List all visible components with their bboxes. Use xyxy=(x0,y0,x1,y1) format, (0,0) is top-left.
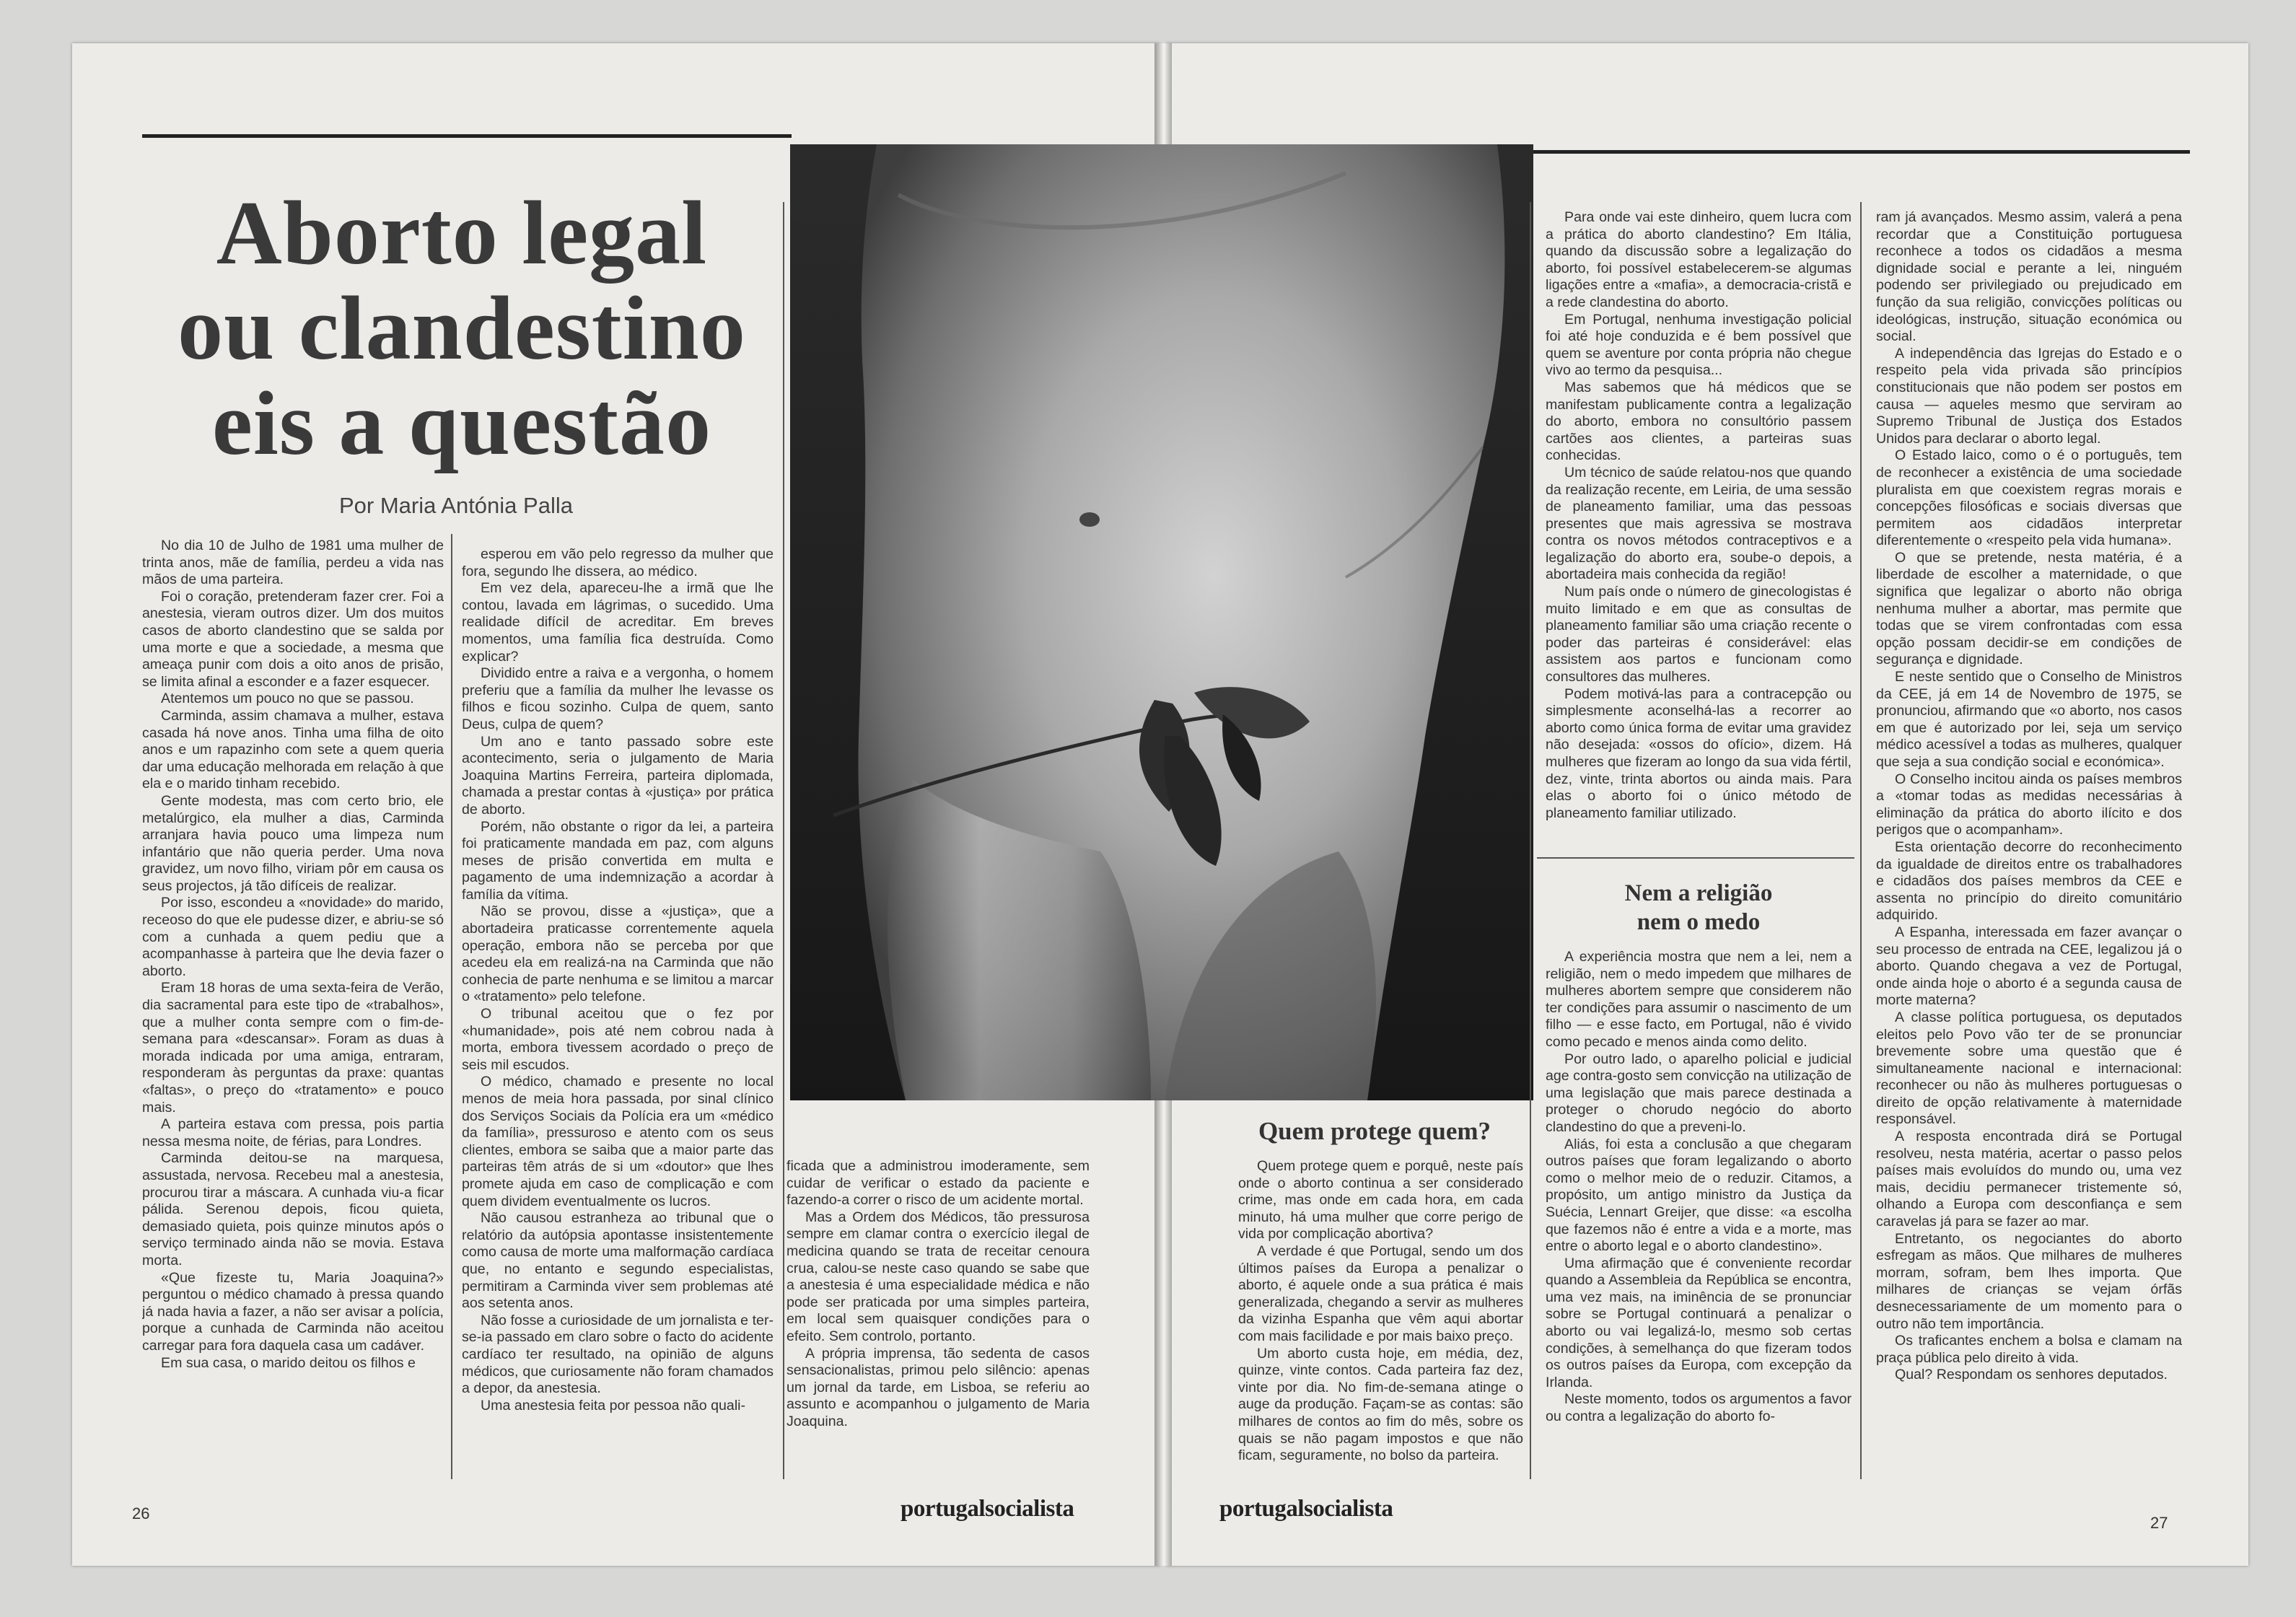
paragraph: «Que fizeste tu, Maria Joaquina?» perguntou o médico chamado à pressa quando já nada havia a fazer, a não ser avisar a polícia, porque a cunhada de Carminda não aceitou carregar para fora daquela casa um cadáver. xyxy=(142,1269,444,1354)
paragraph: E neste sentido que o Conselho de Ministros da CEE, já em 14 de Novembro de 1975, se pronunciou, afirmando que «o aborto, nos casos em que é autorizado por lei, seja um serviço médico acessível a todas as mulheres, qualquer que seja a sua condição social e económica». xyxy=(1876,669,2182,770)
paragraph: O Estado laico, como o é o português, tem de reconhecer a existência de uma sociedade pluralista em que coexistem regras morais e concepções filosóficas e sociais diversas que permitem aos cidadãos interpretar diferentemente o «respeito pela vida humana». xyxy=(1876,447,2182,549)
page-number-right: 27 xyxy=(2150,1514,2168,1532)
section-heading-quem-protege: Quem protege quem? xyxy=(1258,1117,1491,1145)
paragraph: Podem motivá-las para a contracepção ou simplesmente aconselhá-las a recorrer ao aborto como única forma de evitar uma gravidez não desejada: «ossos do ofício», dizem. Há mulheres que fizeram ao longo da sua vida fértil, dez, vinte, trinta abortos ou ainda mais. Para elas o aborto foi o único método de planeamento familiar utilizado. xyxy=(1546,685,1852,821)
column-5-top xyxy=(1546,209,1852,867)
column-3 xyxy=(786,1158,1090,1476)
paragraph: A independência das Igrejas do Estado e o respeito pela vida privada são princípios constitucionais que não podem ser postos em causa — aqueles mesmo que serviram ao Supremo Tribunal de Justiça dos Estados Unidos para declarar o aborto legal. xyxy=(1876,345,2182,447)
article-title xyxy=(137,183,786,474)
paragraph: Esta orientação decorre do reconhecimento da igualdade de direitos entre os trabalhadores e cidadãos dos países membros da CEE e assenta no princípio do direito comunitário adquirido. xyxy=(1876,838,2182,924)
byline: Por Maria Antónia Palla xyxy=(339,493,573,518)
paragraph: Não se provou, disse a «justiça», que a abortadeira praticasse correntemente aquela operação, embora não se perceba por que acedeu ela em realizá-na na Carminda que não conhecia de parte nenhuma e se limitou a marcar o «tratamento» pelo telefone. xyxy=(462,903,774,1005)
paragraph: Para onde vai este dinheiro, quem lucra com a prática do aborto clandestino? Em Itália, quando da discussão sobre a legalização do aborto, foi possível estabelecerem-se algumas ligações entre a «mafia», a democracia-cristã e a rede clandestina do aborto. xyxy=(1546,209,1852,310)
column-4 xyxy=(1238,1158,1523,1476)
paragraph: Porém, não obstante o rigor da lei, a parteira foi praticamente mandada em paz, com alguns meses de prisão convertida em multa e pagamento de uma indemnização a acordar à família da vítima. xyxy=(462,818,774,903)
paragraph: ficada que a administrou imoderamente, sem cuidar de verificar o estado da paciente e fazendo-a correr o risco de um acidente mortal. xyxy=(786,1158,1090,1209)
paragraph: Neste momento, todos os argumentos a favor ou contra a legalização do aborto fo- xyxy=(1546,1391,1852,1425)
column-rule xyxy=(1530,202,1531,1479)
paragraph: Carminda, assim chamava a mulher, estava casada há nove anos. Tinha uma filha de oito anos e um rapazinho com sete a quem queria dar uma educação melhorada em relação à que ela e o marido tinham recebido. xyxy=(142,707,444,792)
masthead-left: portugalsocialista xyxy=(901,1496,1074,1522)
paragraph: Aliás, foi esta a conclusão a que chegaram outros países que foram legalizando o aborto como o melhor meio de o reduzir. Citamos, a propósito, um antigo ministro da Justiça da Suécia, Lennart Greijer, que disse: «a escolha que fazemos não é entre a vida e a morte, mas entre o aborto legal e o aborto clandestino». xyxy=(1546,1136,1852,1255)
paragraph: ram já avançados. Mesmo assim, valerá a pena recordar que a Constituição portuguesa reconhece a todos os cidadãos a mesma dignidade social e perante a lei, ninguém podendo ser privilegiado ou prejudicado em função da sua religião, convicções políticas ou ideológicas, instrução, situação económica ou social. xyxy=(1876,209,2182,345)
title-line-2: ou clandestino xyxy=(178,279,746,379)
paragraph: O Conselho incitou ainda os países membros a «tomar todas as medidas necessárias à eliminação da prática do aborto ilícito e dos perigos que o acompanham». xyxy=(1876,771,2182,838)
nude-torso-photo xyxy=(790,144,1533,1100)
column-rule xyxy=(1860,202,1862,1479)
paragraph: Uma afirmação que é conveniente recordar quando a Assembleia da República se encontra, uma vez mais, na iminência de se pronunciar sobre se Portugal continuará a penalizar o aborto ou vai legalizá-lo, mesmo sob certas condições, à semelhança do que fizeram todos os outros países da Europa, com excepção da Irlanda. xyxy=(1546,1255,1852,1390)
paragraph: esperou em vão pelo regresso da mulher que fora, segundo lhe dissera, ao médico. xyxy=(462,546,774,579)
paragraph: Dividido entre a raiva e a vergonha, o homem preferiu que a família da mulher lhe levasse os filhos e ficou sozinho. Culpa de quem, santo Deus, culpa de quem? xyxy=(462,665,774,732)
section-heading-nem-religiao xyxy=(1546,879,1852,937)
paragraph: O tribunal aceitou que o fez por «humanidade», pois até nem cobrou nada à morta, embora tivessem acordado o preço de seis mil escudos. xyxy=(462,1006,774,1073)
page-number-left: 26 xyxy=(132,1504,150,1522)
heading-line: nem o medo xyxy=(1636,909,1761,935)
paragraph: A própria imprensa, tão sedenta de casos sensacionalistas, primou pelo silêncio: apenas um jornal da tarde, em Lisboa, se referiu ao assunto e acompanhou o julgamento de Maria Joaquina. xyxy=(786,1345,1090,1429)
paragraph: Por outro lado, o aparelho policial e judicial age contra-gosto sem convicção na utilização de uma legislação que mais parece destinada a proteger o chorudo negócio do aborto clandestino do que a preveni-lo. xyxy=(1546,1051,1852,1135)
paragraph: O médico, chamado e presente no local menos de meia hora passada, por sinal clínico dos Serviços Sociais da Polícia era um «médico da família», pressuroso e atento com os seus clientes, embora se saiba que a maior parte das parteiras têm atrás de si um «doutor» que lhes promete ajuda em caso de complicação e com quem dividem eventualmente os lucros. xyxy=(462,1074,774,1209)
column-rule xyxy=(451,534,452,1479)
paragraph: No dia 10 de Julho de 1981 uma mulher de trinta anos, mãe de família, perdeu a vida nas mãos de uma parteira. xyxy=(142,538,444,588)
column-1 xyxy=(142,538,444,1476)
paragraph: A Espanha, interessada em fazer avançar o seu processo de entrada na CEE, legalizou já o aborto. Quando chegava a vez de Portugal, onde ainda hoje o aborto é a segunda causa de morte materna? xyxy=(1876,924,2182,1009)
paragraph: A classe política portuguesa, os deputados eleitos pelo Povo vão ter de se pronunciar brevemente sobre uma questão que é simultaneamente nacional e internacional: reconhecer ou não às mulheres portuguesas o direito de opção relativamente à maternidade responsável. xyxy=(1876,1009,2182,1128)
paragraph: Qual? Respondam os senhores deputados. xyxy=(1895,1367,2168,1383)
masthead-right: portugalsocialista xyxy=(1219,1496,1393,1522)
paragraph: Foi o coração, pretenderam fazer crer. Foi a anestesia, vieram outros dizer. Um dos muitos casos de aborto clandestino que se salda por uma morte e que a sociedade, a mesma que ameaça punir com dois a oito anos de prisão, se limita afinal a esconder e a fazer esquecer. xyxy=(142,588,444,690)
paragraph: Uma anestesia feita por pessoa não quali- xyxy=(481,1397,746,1414)
paragraph: Quem protege quem e porquê, neste país onde o aborto continua a ser considerado crime, mas onde em cada hora, em cada minuto, há uma mulher que corre perigo de vida por complicação abortiva? xyxy=(1238,1158,1523,1243)
column-5-bottom xyxy=(1546,949,1852,1476)
paragraph: Em Portugal, nenhuma investigação policial foi até hoje conduzida e é bem possível que quem se aventure por conta própria não chegue vivo ao termo da pesquisa... xyxy=(1546,311,1852,379)
paragraph: Um aborto custa hoje, em média, dez, quinze, vinte contos. Cada parteira faz dez, vinte por dia. No fim-de-semana atinge o auge da produção. Façam-se as contas: são milhares de contos ao fim do mês, sobre os quais se não pagam impostos e que não ficam, seguramente, no bolso da parteira. xyxy=(1238,1345,1523,1464)
paragraph: Em sua casa, o marido deitou os filhos e xyxy=(161,1354,416,1371)
title-line-3: eis a questão xyxy=(211,374,712,474)
paragraph: Não fosse a curiosidade de um jornalista e ter-se-ia passado em claro sobre o facto do acidente cardíaco ter resultado, na opinião de alguns médicos, que curiosamente não foram chamados a depor, da anestesia. xyxy=(462,1312,774,1397)
paragraph: O que se pretende, nesta matéria, é a liberdade de escolher a maternidade, o que significa que legalizar o aborto não obriga nenhuma mulher a abortar, mas permite que todas que se virem confrontadas com essa opção possam decidir-se em condições de segurança e dignidade. xyxy=(1876,549,2182,668)
paragraph: Atentemos um pouco no que se passou. xyxy=(161,691,414,707)
paragraph: Não causou estranheza ao tribunal que o relatório da autópsia apontasse insistentemente como causa de morte uma malformação cardíaca que, no entanto e segundo especialistas, permitiram a Carminda viver sem problemas até aos setenta anos. xyxy=(462,1210,774,1312)
paragraph: Eram 18 horas de uma sexta-feira de Verão, dia sacramental para este tipo de «trabalhos», que a mulher conta sempre com o fim-de-semana para «descansar». Foram as duas à morada indicada por uma amiga, entraram, responderam às perguntas da praxe: quantas «faltas», o preço do «tratamento» e pouco mais. xyxy=(142,980,444,1116)
article-photo xyxy=(790,144,1533,1100)
paragraph: A experiência mostra que nem a lei, nem a religião, nem o medo impedem que milhares de mulheres abortem sempre que considerem não ter condições para assumir o nascimento de um filho — e esse facto, em Portugal, não é vivido como pecado e menos ainda como delito. xyxy=(1546,949,1852,1050)
title-line-1: Aborto legal xyxy=(216,183,708,284)
paragraph: Um técnico de saúde relatou-nos que quando da realização recente, em Leiria, de uma sessão de planeamento familiar, uma das pessoas presentes que mais agressiva se mostrava contra os novos métodos contraceptivos e a legalização do aborto era, soube-o depois, a abortadeira mais conhecida da região! xyxy=(1546,464,1852,583)
paragraph: Em vez dela, apareceu-lhe a irmã que lhe contou, lavada em lágrimas, o sucedido. Uma realidade difícil de acreditar. Em breves momentos, uma família fica destruída. Como explicar? xyxy=(462,580,774,665)
paragraph: A verdade é que Portugal, sendo um dos últimos países da Europa a penalizar o aborto, é aquele onde a sua prática é mais generalizada, chegando a servir as mulheres da vizinha Espanha que vêm aqui abortar com mais facilidade e por mais baixo preço. xyxy=(1238,1243,1523,1344)
column-rule xyxy=(783,202,784,1479)
paragraph: A parteira estava com pressa, pois partia nessa mesma noite, de férias, para Londres. xyxy=(142,1116,444,1149)
paragraph: Gente modesta, mas com certo brio, ele metalúrgico, ela mulher a dias, Carminda arranjara havia pouco uma limpeza num infantário que não queria perder. Uma nova gravidez, um novo filho, viriam pôr em causa os seus projectos, já tão difíceis de realizar. xyxy=(142,792,444,894)
paragraph: Entretanto, os negociantes do aborto esfregam as mãos. Que milhares de mulheres morram, sofram, bem lhes importa. Que milhares de crianças se vejam órfãs desnecessariamente de um momento para o outro não tem importância. xyxy=(1876,1230,2182,1332)
paragraph: Um ano e tanto passado sobre este acontecimento, seria o julgamento de Maria Joaquina Martins Ferreira, parteira diplomada, chamada a prestar contas à «justiça» por prática de aborto. xyxy=(462,733,774,818)
paragraph: Mas a Ordem dos Médicos, tão pressurosa sempre em clamar contra o exercício ilegal de medicina quando se trata de receitar cenoura crua, calou-se neste caso quando se sabe que a anestesia é uma especialidade médica e não pode ser praticada por uma simples parteira, em local sem quaisquer condições para o efeito. Sem controlo, portanto. xyxy=(786,1209,1090,1344)
paragraph: Os traficantes enchem a bolsa e clamam na praça pública pelo direito à vida. xyxy=(1876,1333,2182,1366)
top-rule-right xyxy=(1530,150,2190,154)
column-2 xyxy=(462,546,774,1476)
paragraph: Num país onde o número de ginecologistas é muito limitado e em que as consultas de planeamento familiar são uma criação recente o poder das parteiras é considerável: elas assistem aos partos e funcionam como consultores das mulheres. xyxy=(1546,584,1852,685)
paragraph: Por isso, escondeu a «novidade» do marido, receoso do que ele pudesse dizer, e abriu-se só com a cunhada a quem pediu que a acompanhasse à parteira que lhe devia fazer o aborto. xyxy=(142,895,444,979)
column-6 xyxy=(1876,209,2182,1486)
paragraph: Mas sabemos que há médicos que se manifestam publicamente contra a legalização do aborto, embora no consultório passem cartões aos clientes, a parteiras suas conhecidas. xyxy=(1546,379,1852,464)
top-rule-left xyxy=(142,134,792,138)
heading-line: Nem a religião xyxy=(1624,880,1773,906)
paragraph: A resposta encontrada dirá se Portugal resolveu, nesta matéria, acertar o passo pelos países mais evoluídos do mundo ou, uma vez mais, decidiu permanecer tristemente só, olhando a Europa com desconfiança e sem caravelas já para se fazer ao mar. xyxy=(1876,1129,2182,1230)
paragraph: Carminda deitou-se na marquesa, assustada, nervosa. Recebeu mal a anestesia, procurou tirar a máscara. A cunhada viu-a ficar pálida. Serenou depois, ficou quieta, demasiado quieta, pois quinze minutos após o serviço terminado ainda não se movia. Estava morta. xyxy=(142,1150,444,1268)
